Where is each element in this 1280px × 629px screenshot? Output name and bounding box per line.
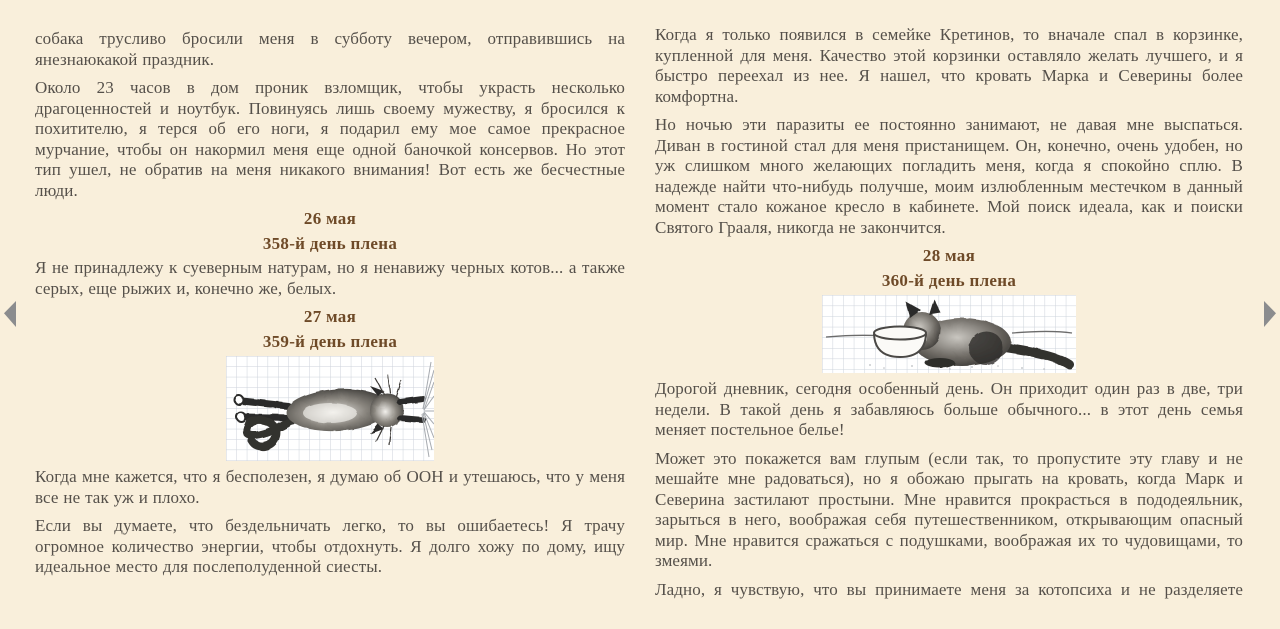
- entry-day-heading: 360-й день плена: [881, 270, 1017, 290]
- paragraph: Дорогой дневник, сегодня особенный день. Он приходит один раз в две, три недели. В такой день я забавляюсь больше обычного... в этот день семья меняет постельное белье!: [655, 379, 1243, 439]
- paragraph: Когда я только появился в семейке Кретинов, то вначале спал в корзинке, купленной для меня. Качество этой корзинки оставляло желать лучшего, и я быстро переехал из нее. Я нашел, что кровать Марка и Северины более комфортна.: [655, 25, 1243, 106]
- right-page: [655, 25, 1243, 608]
- cat-hind-leg: [969, 331, 1003, 365]
- paragraph: Я не принадлежу к суеверным натурам, но я ненавижу черных котов... а также серых, еще рыжих и, конечно же, белых.: [35, 258, 625, 298]
- bowl: [874, 327, 926, 358]
- entry-day-heading: 359-й день плена: [262, 331, 398, 351]
- paragraph: Около 23 часов в дом проник взломщик, чтобы украсть несколько драгоценностей и ноутбук. Повинуясь лишь своему мужеству, я бросился к похитителю, я терся об его ноги, я подарил ему мое самое прекрасное мурчание, чтобы он накормил меня еще одной баночкой консервов. Но этот тип ушел, не обратив на меня никакого внимания! Вот есть же бесчестные люди.: [35, 78, 625, 200]
- prev-page-button[interactable]: [4, 296, 34, 332]
- cat-eating-from-bowl-sketch: [822, 295, 1076, 373]
- entry-date-heading: 26 мая: [303, 209, 357, 228]
- cat-lying-on-back-sketch: [226, 356, 434, 461]
- entry-date-heading: 28 мая: [922, 246, 976, 265]
- cat-head: [370, 393, 404, 427]
- entry-date-heading: 27 мая: [303, 307, 357, 326]
- paragraph: Ладно, я чувствую, что вы принимаете меня за котопсиха и не разделяете: [655, 579, 1243, 599]
- paragraph: Когда мне кажется, что я бесполезен, я думаю об ООН и утешаюсь, что у меня все не так уж и плохо.: [35, 467, 625, 507]
- paragraph: Но ночью эти паразиты ее постоянно занимают, не давая мне выспаться. Диван в гостиной стал для меня пристанищем. Он, конечно, очень удобен, но уж слишком много желающих погладить меня, когда я спокойно сплю. В надежде найти что-нибудь получше, моим излюбленным местечком в данный момент стало кожаное кресло в кабинете. Мой поиск идеала, как и поиски Святого Грааля, никогда не закончится.: [655, 115, 1243, 237]
- cat-front-paw: [925, 358, 955, 368]
- paragraph: собака трусливо бросили меня в субботу вечером, отправившись на янезнаюкакой праздник.: [35, 29, 625, 69]
- cat-eating-illustration: [655, 295, 1243, 373]
- entry-day-heading: 358-й день плена: [262, 233, 398, 253]
- left-page: [35, 29, 625, 586]
- next-page-button[interactable]: [1246, 296, 1276, 332]
- chevron-right-icon: [1263, 301, 1276, 327]
- paragraph: Может это покажется вам глупым (если так, то пропустите эту главу и не мешайте мне радоваться), но я обожаю прыгать на кровать, когда Марк и Северина застилают простыни. Мне нравится прокрасться в пододеяльник, зарыться в него, воображая себя путешественником, открывающим опасный мир. Мне нравится сражаться с подушками, воображая их то чудовищами, то змеями.: [655, 448, 1243, 570]
- cat-lying-illustration: [35, 356, 625, 461]
- chevron-left-icon: [4, 301, 17, 327]
- paragraph: Если вы думаете, что бездельничать легко, то вы ошибаетесь! Я трачу огромное количество энергии, чтобы отдохнуть. Я долго хожу по дому, ищу идеальное место для послеполуденной сиесты.: [35, 516, 625, 576]
